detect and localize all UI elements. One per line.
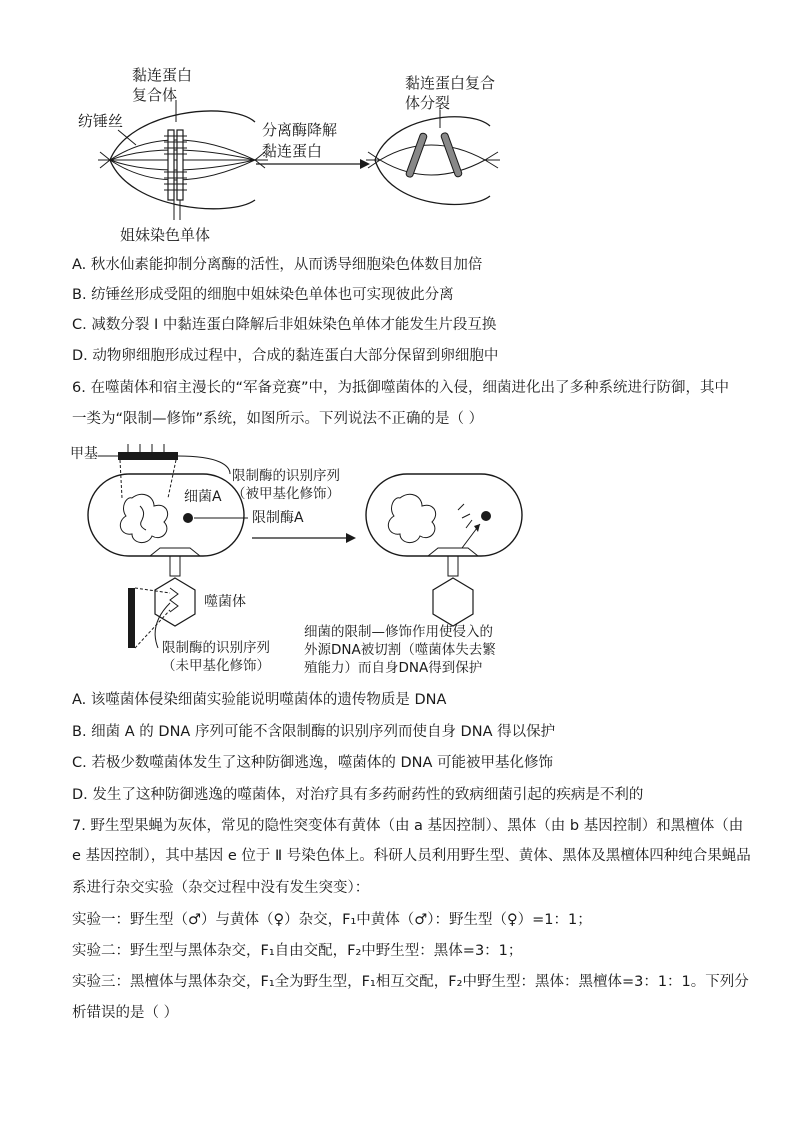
q7-line3: 系进行杂交实验（杂交过程中没有发生突变）： [72,880,370,896]
q7-line1: 7. 野生型果蝇为灰体，常见的隐性突变体有黄体（由 a 基因控制）、黑体（由 b 基因控制）和黑檀体（由 [72,818,744,834]
label-arrow-line2: 黏连蛋白 [262,142,323,160]
label-result-3: 殖能力）而自身DNA得到保护 [304,660,483,676]
label-result-1: 细菌的限制—修饰作用使侵入的 [304,624,493,640]
right-cell [366,110,500,204]
q6-stem-line2: 一类为“限制—修饰”系统，如图所示。下列说法不正确的是（ ） [72,411,484,427]
label-recognition-methylated-1: 限制酶的识别序列 [232,468,340,484]
q7-question-end: 析错误的是（ ） [72,1005,179,1021]
q5-option-b: B. 纺锤丝形成受阻的细胞中姐妹染色单体也可实现彼此分离 [72,287,454,303]
q7-experiment-3: 实验三：黑檀体与黑体杂交，F₁全为野生型，F₁相互交配，F₂中野生型：黑体：黑檀体=3：1：1。下列分 [72,974,749,990]
label-cohesin-complex-1: 黏连蛋白 [132,66,193,84]
label-recognition-methylated-2: （被甲基化修饰） [232,486,340,502]
label-cohesin-complex-2: 复合体 [132,86,178,104]
label-arrow-line1: 分离酶降解 [262,121,338,139]
label-result-2: 外源DNA被切割（噬菌体失去繁 [304,642,496,658]
q7-experiment-2: 实验二：野生型与黑体杂交，F₁自由交配，F₂中野生型：黑体=3：1； [72,943,523,959]
q6-stem-line1: 6. 在噬菌体和宿主漫长的“军备竞赛”中，为抵御噬菌体的入侵，细菌进化出了多种系统进行防御，其中 [72,380,729,396]
label-restriction-enzyme-a: 限制酶A [252,510,304,526]
q5-option-c: C. 减数分裂 I 中黏连蛋白降解后非姐妹染色单体才能发生片段互换 [72,317,497,333]
label-phage: 噬菌体 [204,594,246,610]
label-recognition-unmethylated-2: （未甲基化修饰） [162,658,270,674]
cohesin-diagram-svg [70,60,540,250]
label-sister-chromatid: 姐妹染色单体 [120,226,211,244]
q7-experiment-1: 实验一：野生型（♂）与黄体（♀）杂交，F₁中黄体（♂）：野生型（♀）=1：1； [72,912,592,928]
q6-option-d: D. 发生了这种防御逃逸的噬菌体，对治疗具有多药耐药性的致病细菌引起的疾病是不利的 [72,787,644,803]
figure-cohesin-diagram [70,60,540,250]
label-bacteria-a: 细菌A [184,489,222,505]
q5-option-a: A. 秋水仙素能抑制分离酶的活性，从而诱导细胞染色体数目加倍 [72,257,483,273]
q6-option-c: C. 若极少数噬菌体发生了这种防御逃逸，噬菌体的 DNA 可能被甲基化修饰 [72,755,553,771]
q6-option-b: B. 细菌 A 的 DNA 序列可能不含限制酶的识别序列而使自身 DNA 得以保护 [72,724,556,740]
label-methyl: 甲基 [70,446,98,462]
restriction-diagram-svg [70,438,540,683]
label-split-1: 黏连蛋白复合 [405,74,496,92]
label-recognition-unmethylated-1: 限制酶的识别序列 [162,640,270,656]
left-cell [98,100,268,220]
label-spindle: 纺锤丝 [78,112,124,130]
q5-option-d: D. 动物卵细胞形成过程中，合成的黏连蛋白大部分保留到卵细胞中 [72,348,499,364]
q7-line2: e 基因控制），其中基因 e 位于 Ⅱ 号染色体上。科研人员利用野生型、黄体、黑体及黑檀体四种纯合果蝇品 [72,848,751,864]
label-split-2: 体分裂 [405,94,451,112]
figure-restriction-modification [70,438,540,683]
q6-option-a: A. 该噬菌体侵染细菌实验能说明噬菌体的遗传物质是 DNA [72,692,447,708]
